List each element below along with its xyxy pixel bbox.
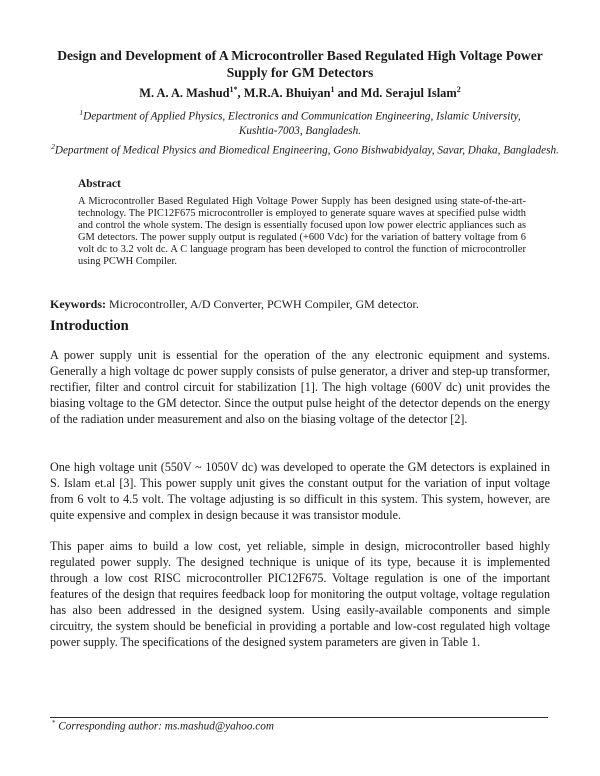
footnote-divider [50,717,548,718]
keywords [50,297,419,312]
body-paragraph: This paper aims to build a low cost, yet reliable, simple in design, microcontroller based highly regulated power supply. The designed technique is unique of its type, because it is implemented through a low cost RISC microcontroller PIC12F675. Voltage regulation is one of the important features of the design that requires feedback loop for monitoring the output voltage, voltage regulation has also been addressed in the designed system. Using easily-available components and simple circuitry, the system should be beneficial in providing a portable and low-cost regulated high voltage power supply. The specifications of the designed system parameters are given in Table 1. [50,539,550,649]
author-separator: and [334,86,361,101]
footnote-text: Corresponding author: ms.mashud@yahoo.com [55,720,274,733]
author-affiliation-mark: 1 [330,85,335,94]
abstract-heading: Abstract [78,178,121,190]
keywords-label: Keywords: [50,297,106,311]
affiliation-text: Department of Applied Physics, Electronics and Communication Engineering, Islamic University, Kushtia-7003, Bangladesh. [83,110,521,137]
body-paragraph: A power supply unit is essential for the operation of the any electronic equipment and systems. Generally a high voltage dc power supply consists of pulse generator, a driver and step-up transformer, rectifier, filter and control circuit for stabilization [1]. The high voltage (600V dc) unit provides the biasing voltage to the GM detector. Since the output pulse height of the detector depends on the energy of the radiation under measurement and also on the biasing voltage of the detector [2]. [50,348,550,426]
author-name: M.R.A. Bhuiyan [243,86,331,101]
affiliation-mark: 2 [51,142,55,151]
author-affiliation-mark: 1* [229,85,238,94]
author-name: M. A. A. Mashud [139,86,230,101]
body-paragraph: One high voltage unit (550V ~ 1050V dc) was developed to operate the GM detectors is explained in S. Islam et.al [3]. This power supply unit gives the constant output for the variation of input voltage from 6 volt to 4.5 volt. The voltage adjusting is so difficult in this system. This system, however, are quite expensive and complex in design because it was transistor module. [50,460,550,522]
author-list [50,85,550,101]
author-separator: , [237,86,244,101]
affiliation [45,140,565,158]
affiliation [60,106,540,138]
abstract-text: A Microcontroller Based Regulated High Voltage Power Supply has been designed using state-of-the-art-technology. The PIC12F675 microcontroller is employed to generate square waves at specified pulse width and control the whole system. The design is essentially focused upon low power electric appliances such as GM detectors. The power supply output is regulated (+600 Vdc) for the variation of battery voltage from 6 volt dc to 3.2 volt dc. A C language program has been developed to control the function of microcontroller using PCWH Compiler. [78,196,526,267]
footnote [52,719,274,733]
paper-title: Design and Development of A Microcontroller Based Regulated High Voltage Power Supply for GM Detectors [57,48,543,80]
affiliation-text: Department of Medical Physics and Biomedical Engineering, Gono Bishwabidyalay, Savar, Dhaka, Bangladesh. [54,144,559,157]
affiliation-mark: 1 [79,108,84,117]
section-heading-introduction: Introduction [50,318,129,334]
author-name: Md. Serajul Islam [360,86,457,101]
footnote-mark: * [52,719,56,727]
keywords-text: Microcontroller, A/D Converter, PCWH Compiler, GM detector. [106,297,419,311]
author-affiliation-mark: 2 [456,85,461,94]
